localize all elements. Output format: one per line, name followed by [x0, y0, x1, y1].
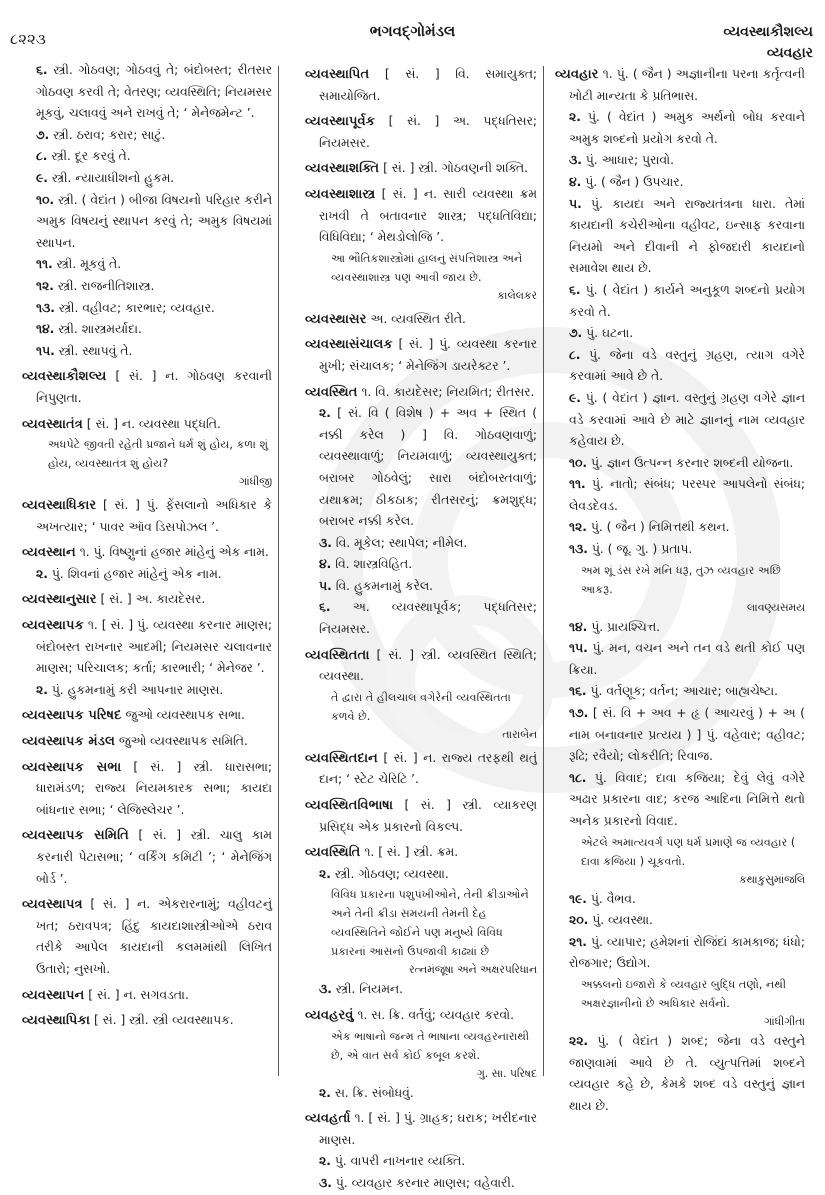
dictionary-entry	[22, 825, 272, 890]
sense-number: ૮.	[569, 347, 581, 362]
sense-number: ૭.	[36, 127, 50, 142]
definition-text: સ્ત્રી. ગોઠવણ; ગોઠવવું તે; બંદોબસ્ત; રીતસર ગોઠવણ કરવી તે; વેતરણ; વ્યવસ્થિતિ; નિયમસર મૂકવું, ચલાવવું અને રાખવું તે; ‘ મેનેજમેન્ટ ’.	[36, 63, 272, 121]
headword: વ્યવસ્થાપક મંડલ	[22, 734, 115, 750]
headword: વ્યવસ્થિતદાન	[305, 750, 378, 766]
definition-text: સ્ત્રી. ( વેદાંત ) બીજા વિષયનો પરિહાર કરીને અમુક વિષયનું સ્થાપન કરવું તે; અમુક વિષયમાં સ્થાપન.	[36, 192, 272, 250]
sense-definition	[555, 517, 805, 539]
dictionary-entry	[22, 1010, 272, 1032]
sense-number: ૨.	[319, 1154, 331, 1169]
definition-text: [ સં. વિ ( વિશેષ ) + અવ + સ્થિત ( નક્કી કરેલ ) ] વિ. ગોઠવણવાળું; વ્યવસ્થાવાળું; નિયમવાળું; વ્યવસ્થાયુક્ત; બરાબર ગોઠવેલું; સારા બંદોબસ્તવાળું; યથાક્રમ; ઠીકઠાક; રીતસરનું; ક્રમશુદ્ધ; બરાબર નક્કી કરેલ.	[319, 406, 537, 529]
sense-definition	[305, 1173, 537, 1195]
headword: વ્યવસ્થાસર	[305, 311, 367, 327]
definition-text: પું. કાયદા અને રાજ્યતંત્રના ધારા. તેમાં કાયદાની કચેરીઓના વહીવટ, ઇન્સાફ કરવાના નિયમો અને દીવાની ને ફોજદારી કાયદાનો સમાવેશ થાય છે.	[569, 196, 805, 276]
definition-text: પું. વૈભવ.	[590, 891, 636, 906]
definition-text: [ સં. ] સ્ત્રી. ચાલુ કામ કરનારી પેટાસભા; ‘ વર્કિંગ કમિટી ’; ‘ મેનેજિંગ બોર્ડ ’.	[36, 828, 272, 886]
citation-source: કાલેલકર	[497, 288, 537, 302]
definition-text: સ્ત્રી. ન્યાયાધીશનો હુકમ.	[51, 170, 175, 185]
sense-definition	[555, 681, 805, 703]
dictionary-entry	[305, 158, 537, 180]
sense-definition	[555, 280, 805, 323]
definition-text: [ સં. ] અ. કાયદેસર.	[100, 592, 206, 607]
definition-text: સ્ત્રી. સ્થાપવું તે.	[58, 343, 133, 358]
sense-definition	[555, 539, 805, 561]
sense-definition	[555, 107, 805, 150]
definition-text: [ સં. ] ન. રાજ્ય તરફથી થતું દાન; ‘ સ્ટેટ ચેરિટિ ’.	[319, 750, 537, 787]
sense-definition	[305, 1151, 537, 1173]
sense-number: ૫.	[319, 578, 332, 593]
dictionary-entry	[22, 542, 272, 564]
sense-definition	[305, 533, 537, 555]
headword: વ્યવસ્થાશાસ્ત્ર	[305, 186, 376, 202]
sense-definition	[555, 323, 805, 345]
dictionary-entry	[22, 985, 272, 1007]
definition-text: પું. વ્યવહાર કરનાર માણસ; વહેવારી.	[335, 1175, 515, 1190]
dictionary-entry	[305, 1005, 537, 1027]
definition-text: [ સં. ] સ્ત્રી. ધારાસભા; ધારામંડળ; રાજ્ય નિયમકારક સભા; કાયદા બાંધનાર સભા; ‘ લેજિસ્લેચર ’.	[36, 759, 272, 817]
sense-definition	[305, 597, 537, 640]
definition-text: [ સં. ] ન. વ્યવસ્થા પદ્ધતિ.	[86, 416, 221, 431]
headword: વ્યવસ્થાનુસાર	[22, 592, 97, 608]
book-title: ભગવદ્ગોમંડલ	[369, 22, 456, 40]
headword: વ્યવસ્થાપિત	[305, 67, 370, 82]
dictionary-entry	[305, 111, 537, 154]
headword: વ્યવસ્થિતવિભાષા	[305, 798, 394, 814]
definition-text: અ. વ્યવસ્થિત રીતે.	[370, 311, 466, 326]
sense-number: ૧૨.	[36, 278, 54, 293]
definition-text: [ સં. ] અ. પદ્ધતિસર; નિયમસર.	[319, 114, 537, 150]
sense-definition	[22, 254, 272, 276]
definition-text: પું. જેના વડે વસ્તુનું ગ્રહણ, ત્યાગ વગેરે કરવામાં આવે છે તે.	[569, 347, 805, 384]
definition-text: જુઓ વ્યવસ્થાપક સભા.	[125, 708, 245, 723]
dictionary-entry	[22, 894, 272, 980]
headword: વ્યવસ્થાકૌશલ્ય	[22, 369, 107, 385]
definition-text: સ્ત્રી. શાસ્ત્રમર્યાદા.	[58, 322, 142, 337]
dictionary-entry	[22, 366, 272, 409]
sense-number: ૬.	[319, 600, 331, 615]
definition-text: પું. આધાર; પુરાવો.	[585, 153, 675, 168]
sense-number: ૧૪.	[36, 322, 55, 337]
sense-number: ૭.	[569, 326, 583, 341]
sense-number: ૩.	[569, 153, 582, 168]
citation-source: ગાંધીજી	[239, 475, 272, 489]
sense-number: ૩.	[319, 982, 332, 997]
definition-text: ૧. સ. ક્રિ. વર્તવું; વ્યવહાર કરવો.	[357, 1008, 515, 1022]
sense-number: ૧૭.	[569, 706, 589, 721]
sense-number: ૧૨.	[569, 520, 587, 535]
dictionary-entry	[305, 1108, 537, 1151]
sense-definition	[555, 768, 805, 833]
definition-text: અ. વ્યવસ્થાપૂર્વક; પદ્ધતિસર; નિયમસર.	[319, 600, 537, 637]
headword: વ્યવસ્થાન	[22, 545, 76, 561]
sense-definition	[22, 564, 272, 586]
definition-text: પું. જ્ઞાન ઉત્પન્ન કરનાર શબ્દની યોજના.	[591, 455, 794, 470]
sense-definition	[555, 194, 805, 280]
headword: વ્યવસ્થાપક સમિતિ	[22, 828, 129, 844]
dictionary-entry	[305, 645, 537, 688]
headword: વ્યવહાર	[555, 67, 599, 82]
sense-number: ૧૩.	[569, 542, 588, 557]
headword: વ્યવસ્થિત	[305, 384, 358, 400]
definition-text: [ સં. ] સ્ત્રી. વ્યવસ્થિત સ્થિતિ; વ્યવસ્થા.	[319, 647, 537, 684]
column-right	[555, 60, 805, 1117]
sense-definition	[555, 388, 805, 453]
definition-text: પું. હુકમનામું કરી આપનાર માણસ.	[51, 682, 224, 697]
definition-text: ૧. [ સં. ] પું. વ્યવસ્થા કરનાર માણસ; બંદોબસ્ત રાખનાર આદમી; નિયમસર ચલાવનાર માણસ; પરિચાલક; કર્તા; કારભારી; ‘ મેનેજર ’.	[36, 618, 272, 676]
sense-number: ૨.	[36, 566, 48, 581]
sense-number: ૬.	[36, 63, 48, 77]
sense-definition	[22, 190, 272, 255]
definition-text: ૧. પું. વિષ્ણુનાં હજાર માંહેનું એક નામ.	[79, 545, 269, 560]
dictionary-entry	[22, 757, 272, 822]
definition-text: પું. પ્રાયશ્ચિત્ત.	[591, 619, 661, 634]
headword: વ્યવસ્થિતતા	[305, 647, 370, 663]
sense-number: ૧૧.	[36, 257, 53, 272]
dictionary-entry	[305, 748, 537, 791]
dictionary-entry	[22, 731, 272, 753]
sense-number: ૬.	[569, 282, 581, 297]
headword: વ્યવસ્થાસંચાલક	[305, 337, 393, 353]
definition-text: પું. વ્યાપાર; હમેશનાં રોજિંદાં કામકાજ; ધંધો; રોજગાર; ઉદ્યોગ.	[569, 934, 805, 971]
definition-text: પું. ( જૈન ) નિમિત્તથી કથન.	[590, 520, 730, 535]
definition-text: પું. વિવાદ; દાવા કજિયા; દેવું લેવું વગેરે અઢાર પ્રકારના વાદ; કરજ આદિના નિમિત્તે થતો અનેક પ્રકારનો વિવાદ.	[569, 770, 805, 828]
headword: વ્યવસ્થિતિ	[305, 845, 361, 861]
sense-definition	[22, 319, 272, 341]
dictionary-entry	[22, 589, 272, 611]
column-middle	[305, 60, 537, 1195]
definition-text: ૧. વિ. કાયદેસર; નિયમિત; રીતસર.	[361, 384, 535, 399]
sense-number: ૫.	[569, 196, 582, 211]
sense-definition	[555, 453, 805, 475]
sense-number: ૧૧.	[569, 477, 586, 492]
sense-number: ૧૮.	[569, 770, 587, 785]
sense-definition	[22, 680, 272, 702]
sense-definition	[555, 172, 805, 194]
sense-number: ૧૫.	[569, 641, 588, 656]
sense-number: ૧૯.	[569, 891, 587, 906]
definition-text: [ સં. ] સ્ત્રી. વ્યાકરણ પ્રસિદ્ધ એક પ્રકારનો વિકલ્પ.	[319, 798, 537, 834]
citation-quote: તે દ્વારા તે હીલચાલ વગેરેની વ્યવસ્થિતતા કળવે છે.	[331, 690, 511, 723]
definition-text: પું. શિવનાં હજાર માંહેનું એક નામ.	[51, 566, 222, 581]
sense-number: ૧૦.	[36, 192, 55, 207]
definition-text: ૧. [ સં. ] પું. ગ્રાહક; ઘરાક; ખરીદનાર માણસ.	[319, 1111, 537, 1147]
definition-text: સ્ત્રી. નિયમન.	[335, 982, 404, 997]
citation-quote: અમ શૂં ડંસ રખે મનિ ધરૂ, તુઝ વ્યવહાર અછિ આકરૂ.	[581, 563, 781, 596]
definition-text: પું. ( વેદાંત ) કાર્યને અનુકૂળ શબ્દનો પ્રયોગ કરવો તે.	[569, 282, 805, 319]
definition-text: સ્ત્રી. રાજનીતિશાસ્ત્ર.	[57, 278, 155, 293]
definition-text: સ્ત્રી. મૂકવું તે.	[56, 257, 122, 272]
definition-text: પું. ( વેદાંત ) શબ્દ; જેના વડે વસ્તુને જાણવામાં આવે છે તે. વ્યુત્પત્તિમાં શબ્દને વ્યવહાર કહે છે, કેમકે શબ્દ વડે વસ્તુનું જ્ઞાન થાય છે.	[569, 1033, 805, 1113]
sense-definition	[22, 125, 272, 147]
sense-definition	[22, 276, 272, 298]
sense-definition	[555, 638, 805, 681]
sense-definition	[22, 146, 272, 168]
sense-number: ૪.	[569, 174, 582, 189]
sense-number: ૯.	[569, 390, 581, 405]
sense-definition	[555, 474, 805, 517]
sense-definition	[305, 864, 537, 886]
sense-definition	[22, 341, 272, 363]
dictionary-entry	[22, 495, 272, 538]
dictionary-entry	[305, 184, 537, 249]
sense-number: ૪.	[319, 557, 332, 572]
citation-quote: એટલે અમાત્યવર્ગ પણ ધર્મ પ્રમાણે જ વ્યવહાર ( દાવા કજિયા ) ચૂકવતો.	[581, 835, 796, 868]
definition-text: વિ. શાસ્ત્રવિહિત.	[335, 557, 413, 572]
sense-number: ૨.	[319, 406, 331, 421]
definition-text: સ્ત્રી. ગોઠવણ; વ્યવસ્થા.	[334, 866, 449, 881]
sense-number: ૧૪.	[569, 619, 588, 634]
dictionary-entry	[305, 64, 537, 107]
sense-definition	[305, 576, 537, 598]
headword: વ્યવસ્થાપક	[22, 618, 84, 634]
sense-definition	[305, 1083, 537, 1105]
citation-source: ગાંધીગીતા	[764, 1014, 805, 1028]
definition-text: [ સં. ] સ્ત્રી. સ્ત્રી વ્યવસ્થાપક.	[93, 1013, 234, 1028]
sense-definition	[555, 932, 805, 975]
sense-definition	[555, 345, 805, 388]
definition-text: જુઓ વ્યવસ્થાપક સમિતિ.	[118, 734, 248, 749]
definition-text: ૧. [ સં. ] સ્ત્રી. ક્રમ.	[364, 845, 459, 860]
definition-text: વિ. હુકમનામું કરેલ.	[335, 578, 434, 593]
sense-number: ૨.	[569, 110, 581, 125]
dictionary-entry	[305, 309, 537, 331]
dictionary-entry	[22, 414, 272, 436]
definition-text: પું. ( વેદાંત ) અમુક અર્થનો બોધ કરવાને અમુક શબ્દનો પ્રયોગ કરવો તે.	[569, 110, 805, 146]
sense-definition	[555, 703, 805, 768]
citation-quote: અક્કલનો ઇજારો કે વ્યવહાર બુદ્ધિ તણો, નથી અક્ષરજ્ઞાનીનો છે અધિકાર સર્વનો.	[581, 977, 787, 1010]
sense-definition	[555, 1031, 805, 1117]
sense-number: ૨૦.	[569, 913, 589, 928]
headword: વ્યવસ્થાપક પરિષદ	[22, 708, 122, 724]
definition-text: વિ. મૂકેલ; સ્થાપેલ; નીમેલ.	[335, 535, 468, 550]
headword: વ્યવસ્થાપિકા	[22, 1013, 91, 1029]
definition-text: પું. ( વેદાંત ) જ્ઞાન. વસ્તુનું ગ્રહણ વગેરે જ્ઞાન વડે કરવામાં આવે છે માટે જ્ઞાનનું નામ વ્યવહાર કહેવાય છે.	[569, 390, 805, 449]
sense-number: ૧૫.	[36, 343, 55, 358]
sense-definition	[555, 910, 805, 932]
definition-text: [ સં. ] ન. એકરારનામું; વહીવટનું ખત; ઠરાવપત્ર; હિંદુ કાયદાશાસ્ત્રીઓએ ઠરાવ તરીકે આપેલ કાયદાની કલમમાંથી લિખિત ઉતારો; નુસખો.	[36, 897, 272, 976]
definition-text: [ સં. ] ન. સારી વ્યવસ્થા ક્રમ રાખવી તે બતાવનાર શાસ્ત્ર; પદ્ધતિવિદ્યા; વિધિવિદ્યા; ‘ મેથડોલોજિ ’.	[319, 186, 537, 245]
column-divider	[278, 66, 279, 1076]
sense-definition	[555, 889, 805, 911]
headword: વ્યવસ્થાપત્ર	[22, 897, 83, 913]
citation-source: તારાબેન	[502, 727, 537, 741]
dictionary-entry	[305, 382, 537, 404]
definition-text: ૧. પું. ( જૈન ) અજ્ઞાનીના પરના કર્તૃત્વની ખોટી માન્યતા કે પ્રતિભાસ.	[569, 67, 805, 103]
page-header	[0, 0, 825, 61]
definition-text: સ્ત્રી. દૂર કરવું તે.	[51, 149, 131, 164]
guide-word-first: વ્યવસ્થાકૌશલ્ય	[723, 24, 813, 40]
dictionary-entry	[22, 705, 272, 727]
dictionary-entry	[305, 842, 537, 864]
sense-definition	[22, 168, 272, 190]
sense-number: ૩.	[319, 1175, 332, 1190]
definition-text: પું. ઘટના.	[586, 326, 634, 341]
column-left	[22, 60, 272, 1032]
citation-source: ગુ. સા. પરિષદ	[476, 1066, 537, 1080]
definition-text: પું. મન, વચન અને તન વડે થતી કોઈ પણ ક્રિયા.	[569, 641, 805, 677]
sense-number: ૧૬.	[569, 684, 587, 699]
headword: વ્યવસ્થાધિકાર	[22, 498, 97, 514]
dictionary-entry	[305, 334, 537, 377]
definition-text: સ્ત્રી. ઠરાવ; કરાર; સાટું.	[53, 127, 166, 142]
definition-text: [ સં. ] વિ. સમાયુક્ત; સમાયોજિત.	[319, 67, 537, 103]
headword: વ્યવસ્થાપક સભા	[22, 759, 122, 775]
citation-quote: અધપેટે જીવતી રહેતી પ્રજાને ધર્મ શું હોય, કળા શું હોય, વ્યવસ્થાતંત્ર શું હોય?	[48, 438, 269, 471]
dictionary-entry	[22, 615, 272, 680]
sense-number: ૧૩.	[36, 300, 55, 315]
definition-text: પું. ( જૂ. ગુ. ) પ્રતાપ.	[591, 542, 693, 557]
definition-text: પું. વ્યવસ્થા.	[592, 913, 653, 928]
headword: વ્યવસ્થાશક્તિ	[305, 161, 380, 177]
headword: વ્યવસ્થાપન	[22, 987, 85, 1003]
headword: વ્યવસ્થાપૂર્વક	[305, 114, 376, 130]
citation-source: કથાકુસુમાંજલિ	[738, 872, 805, 886]
sense-number: ૧૦.	[569, 455, 588, 470]
column-divider	[543, 66, 544, 1076]
sense-number: ૨.	[319, 1085, 331, 1100]
dictionary-entry	[555, 64, 805, 107]
sense-definition	[22, 60, 272, 125]
page-number: ૮૨૨૩	[10, 30, 46, 48]
sense-definition	[555, 617, 805, 639]
citation-quote: આ ભૌતિકશાસ્ત્રોમાં હાલનું સંપત્તિશાસ્ત્ર અને વ્યવસ્થાશાસ્ત્ર પણ આવી જાય છે.	[331, 251, 523, 284]
citation-source: લાવણ્યસમય	[746, 600, 805, 614]
sense-definition	[22, 298, 272, 320]
guide-word-last: વ્યવહાર	[766, 45, 813, 61]
definition-text: [ સં. ] ન. ગોઠવણ કરવાની નિપુણતા.	[36, 369, 272, 405]
definition-text: સ્ત્રી. વહીવટ; કારભાર; વ્યવહાર.	[58, 300, 215, 315]
sense-definition	[305, 979, 537, 1001]
definition-text: પું. નાતો; સંબંધ; પરસ્પર આપલેનો સંબંધ; લેવડદેવડ.	[569, 477, 805, 513]
definition-text: પું. વાપરી નાખનાર વ્યક્તિ.	[334, 1154, 466, 1169]
headword: વ્યવસ્થાતંત્ર	[22, 416, 83, 432]
definition-text: [ સં. ] સ્ત્રી. ગોઠવણની શક્તિ.	[383, 161, 528, 176]
citation-quote: વિવિધ પ્રકારના પશુપંખીઓને, તેની ક્રીડાઓને અને તેની ક્રીડા સમયની તેમની દેહ વ્યવસ્થિતિને જોઈને પણ મનુષ્યે વિવિધ પ્રકારનાં આસનો ઉપજાવી કાઢ્યાં છે	[331, 888, 529, 959]
definition-text: પું. વર્તણૂક; વર્તન; આચાર; બાહ્યચેષ્ટા.	[590, 684, 779, 699]
headword: વ્યવહરવું	[305, 1008, 354, 1023]
definition-text: [ સં. વિ + અવ + હૃ ( આચરવું ) + અ ( નામ બનાવનાર પ્રત્યય ) ] પું. વહેવાર; વહીવટ; રૂઢિ; રવૈયો; લોકરીતિ; રિવાજ.	[569, 706, 805, 764]
definition-text: [ સં. ] પું. વ્યવસ્થા કરનાર મુખી; સંચાલક; ‘ મેનેજિંગ ડાયરેક્ટર ’.	[319, 337, 537, 373]
sense-definition	[305, 554, 537, 576]
definition-text: સ. ક્રિ. સંબોધવું.	[334, 1085, 414, 1100]
sense-number: ૨.	[36, 682, 48, 697]
sense-definition	[555, 150, 805, 172]
sense-number: ૩.	[319, 535, 332, 550]
sense-number: ૨૨.	[569, 1033, 589, 1048]
sense-number: ૯.	[36, 170, 48, 185]
sense-number: ૮.	[36, 149, 48, 164]
dictionary-entry	[305, 795, 537, 838]
sense-definition	[305, 403, 537, 533]
definition-text: [ સં. ] પું. ફેંસલાનો અધિકાર કે અખત્યાર; ‘ પાવર ઑવ ડિસપોઝલ ’.	[36, 498, 272, 534]
citation-source: રત્નમંજૂષા અને અક્ષરપરિધાન	[409, 963, 537, 977]
citation-quote: એક ભાષાનો જન્મ તે ભાષાના વ્યવહરનારાથી છે, એ વાત સર્વ કોઈ કબૂલ કરશે.	[331, 1029, 530, 1062]
definition-text: [ સં. ] ન. સગવડતા.	[88, 987, 189, 1002]
sense-number: ૨૧.	[569, 934, 587, 949]
headword: વ્યવહર્તા	[305, 1111, 351, 1127]
definition-text: પું. ( જૈન ) ઉપચાર.	[585, 174, 684, 189]
sense-number: ૨.	[319, 866, 331, 881]
guide-words	[723, 22, 813, 64]
